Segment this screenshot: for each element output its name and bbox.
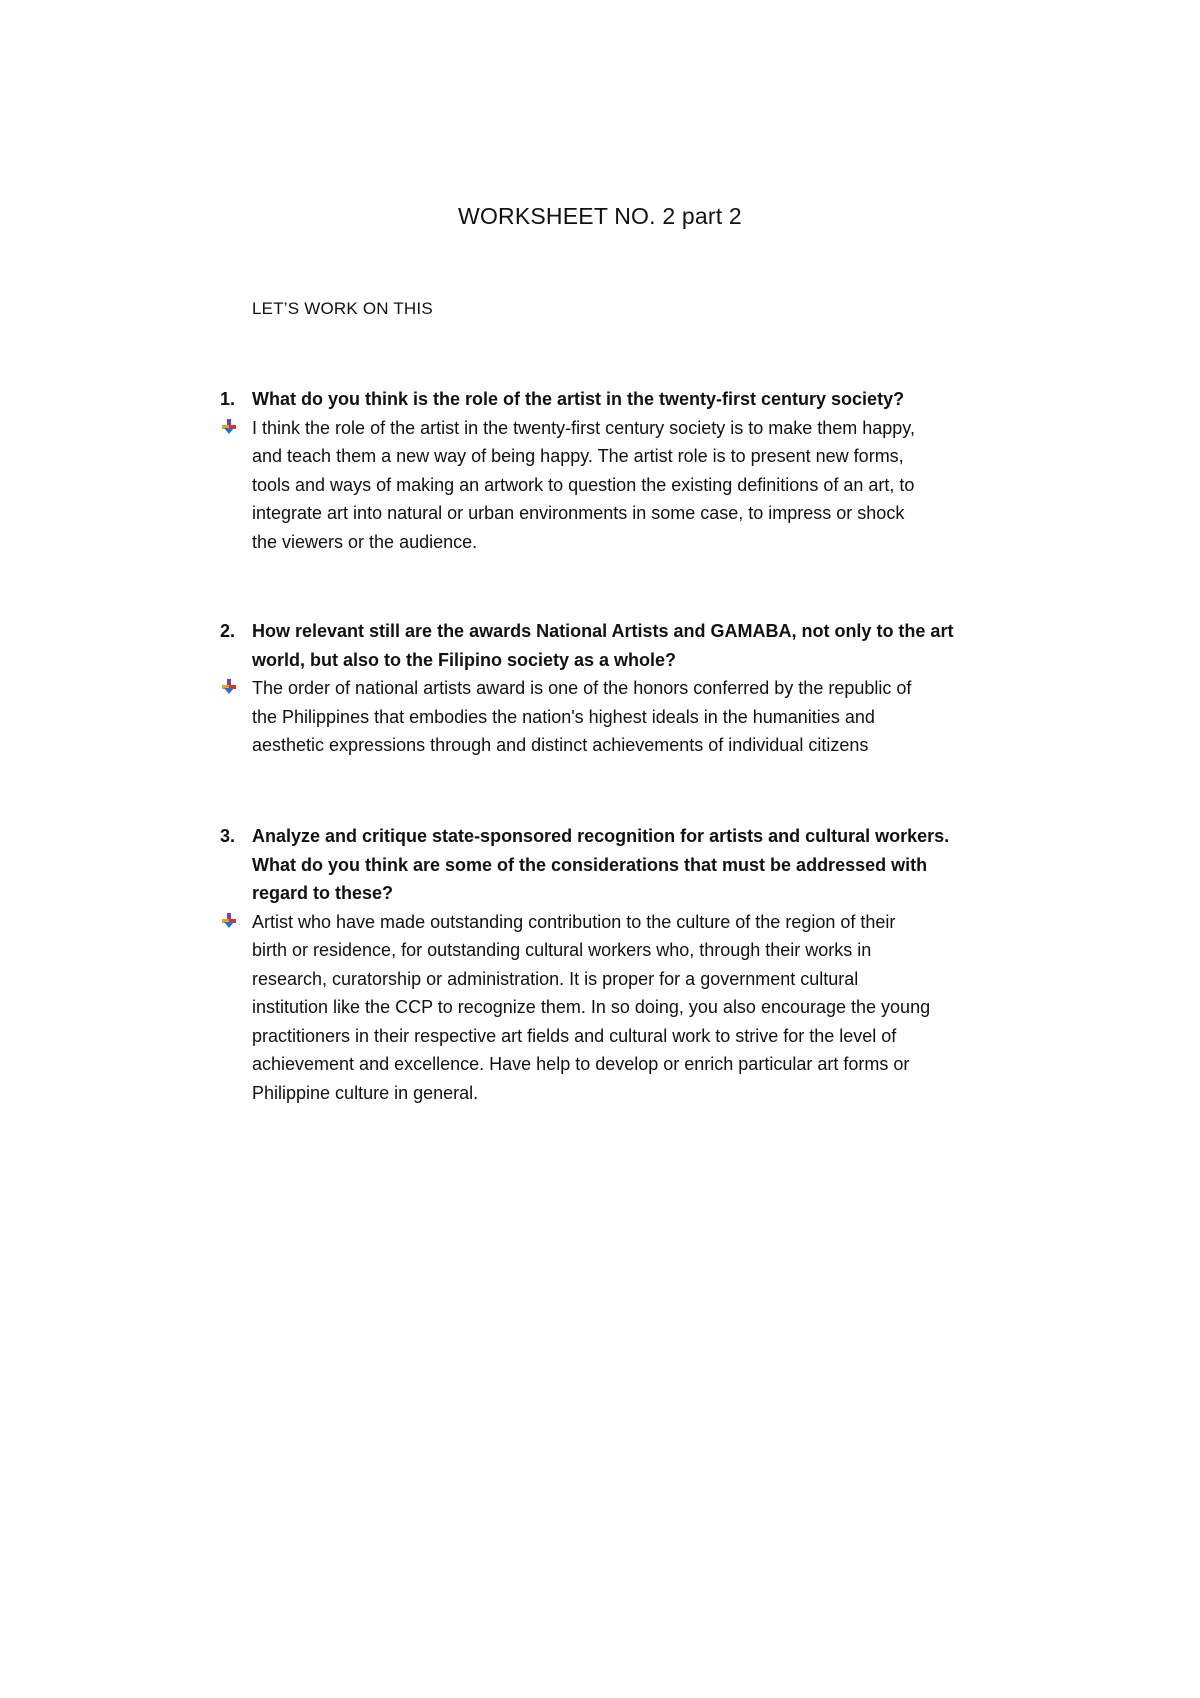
page-title: WORKSHEET NO. 2 part 2 — [458, 203, 742, 229]
question-row — [220, 617, 1040, 674]
question-item-2 — [220, 617, 1040, 760]
answer-text: The order of national artists award is one of the honors conferred by the republic of the Philippines that embodies the nation's highest ideals in the humanities and aesthetic expressions through and distinct achievements of individual citizens — [252, 678, 912, 755]
question-row — [220, 385, 1040, 414]
answer-text: I think the role of the artist in the twenty-first century society is to make them happy, and teach them a new way of being happy. The artist role is to present new forms, tools and ways of making an artwork to question the existing definitions of an art, to integrate art into natural or urban environments in some case, to impress or shock the viewers or the audience. — [252, 417, 915, 552]
question-number: 2. — [220, 621, 236, 641]
answer-text: Artist who have made outstanding contribution to the culture of the region of their birth or residence, for outstanding cultural workers who, through their works in research, curatorship or administration. It is proper for a government cultural institution like the CCP to recognize them. In so doing, you also encourage the young practitioners in their respective art fields and cultural work to strive for the level of achievement and excellence. Have help to develop or enrich particular art forms or Philippine culture in general. — [252, 911, 931, 1103]
question-text: Analyze and critique state-sponsored recognition for artists and cultural workers. What do you think are some of the considerations that must be addressed with regard to these? — [252, 826, 950, 903]
answer-row — [220, 674, 1040, 760]
arrow-down-bullet-icon — [220, 908, 252, 937]
question-row — [220, 822, 1040, 908]
question-text: What do you think is the role of the artist in the twenty-first century society? — [252, 389, 905, 409]
answer-row — [220, 414, 1040, 557]
answer-row — [220, 908, 1040, 1108]
question-number: 1. — [220, 389, 236, 409]
section-heading: LET’S WORK ON THIS — [252, 299, 433, 318]
question-item-3 — [220, 822, 1040, 1107]
question-text: How relevant still are the awards National Artists and GAMABA, not only to the art world, but also to the Filipino society as a whole? — [252, 621, 954, 670]
question-number: 3. — [220, 826, 236, 846]
question-item-1 — [220, 385, 1040, 556]
arrow-down-bullet-icon — [220, 414, 252, 443]
arrow-down-bullet-icon — [220, 674, 252, 703]
